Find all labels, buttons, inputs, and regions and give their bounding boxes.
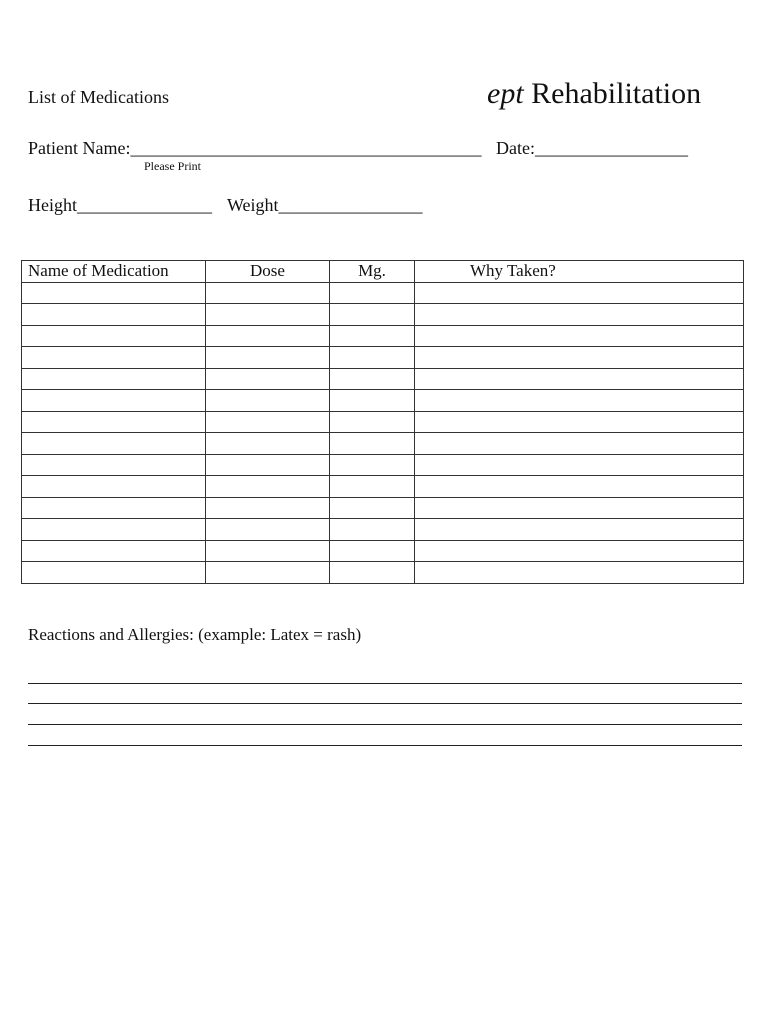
why-taken-cell[interactable] xyxy=(415,368,744,390)
dose-cell[interactable] xyxy=(206,540,330,562)
allergies-label: Reactions and Allergies: (example: Latex = rash) xyxy=(28,625,362,644)
why-taken-cell[interactable] xyxy=(415,282,744,304)
document-title: List of Medications xyxy=(28,87,169,107)
table-row xyxy=(22,519,744,541)
brand-italic-text: ept xyxy=(487,77,524,110)
dose-cell[interactable] xyxy=(206,282,330,304)
medication-cell[interactable] xyxy=(22,282,206,304)
brand-text: Rehabilitation xyxy=(523,77,702,110)
why-taken-cell[interactable] xyxy=(415,433,744,455)
table-row xyxy=(22,454,744,476)
mg-cell[interactable] xyxy=(330,476,415,498)
allergy-write-line[interactable] xyxy=(28,724,742,725)
medication-cell[interactable] xyxy=(22,497,206,519)
medication-cell[interactable] xyxy=(22,454,206,476)
why-taken-cell[interactable] xyxy=(415,347,744,369)
medication-cell[interactable] xyxy=(22,411,206,433)
table-row xyxy=(22,347,744,369)
dose-cell[interactable] xyxy=(206,497,330,519)
date-field[interactable]: Date:_________________ xyxy=(496,138,688,158)
mg-cell[interactable] xyxy=(330,390,415,412)
table-row xyxy=(22,476,744,498)
medication-cell[interactable] xyxy=(22,325,206,347)
medication-cell[interactable] xyxy=(22,519,206,541)
mg-cell[interactable] xyxy=(330,347,415,369)
dose-cell[interactable] xyxy=(206,562,330,584)
allergy-write-line[interactable] xyxy=(28,683,742,684)
allergy-write-line[interactable] xyxy=(28,703,742,704)
height-field[interactable]: Height_______________ xyxy=(28,195,212,215)
why-taken-cell[interactable] xyxy=(415,454,744,476)
brand-name xyxy=(487,77,701,111)
medication-cell[interactable] xyxy=(22,433,206,455)
medication-cell[interactable] xyxy=(22,368,206,390)
dose-cell[interactable] xyxy=(206,325,330,347)
dose-cell[interactable] xyxy=(206,368,330,390)
dose-cell[interactable] xyxy=(206,347,330,369)
mg-cell[interactable] xyxy=(330,433,415,455)
table-row xyxy=(22,540,744,562)
why-taken-cell[interactable] xyxy=(415,390,744,412)
medication-cell[interactable] xyxy=(22,304,206,326)
patient-name-field[interactable]: Patient Name:_______________________________________ xyxy=(28,138,482,158)
mg-cell[interactable] xyxy=(330,368,415,390)
mg-cell[interactable] xyxy=(330,454,415,476)
table-row xyxy=(22,411,744,433)
table-header-row xyxy=(22,261,744,283)
mg-cell[interactable] xyxy=(330,562,415,584)
why-taken-cell[interactable] xyxy=(415,304,744,326)
mg-cell[interactable] xyxy=(330,282,415,304)
medication-cell[interactable] xyxy=(22,476,206,498)
weight-field[interactable]: Weight________________ xyxy=(227,195,423,215)
allergy-write-line[interactable] xyxy=(28,745,742,746)
mg-cell[interactable] xyxy=(330,304,415,326)
table-row xyxy=(22,304,744,326)
table-row xyxy=(22,390,744,412)
dose-cell[interactable] xyxy=(206,411,330,433)
medication-table-body xyxy=(22,282,744,583)
mg-cell[interactable] xyxy=(330,519,415,541)
dose-cell[interactable] xyxy=(206,304,330,326)
why-taken-cell[interactable] xyxy=(415,519,744,541)
table-row xyxy=(22,562,744,584)
table-row xyxy=(22,433,744,455)
why-taken-cell[interactable] xyxy=(415,540,744,562)
why-taken-cell[interactable] xyxy=(415,325,744,347)
mg-cell[interactable] xyxy=(330,325,415,347)
dose-cell[interactable] xyxy=(206,433,330,455)
why-taken-cell[interactable] xyxy=(415,562,744,584)
why-taken-cell[interactable] xyxy=(415,497,744,519)
column-header-mg: Mg. xyxy=(330,261,415,283)
column-header-medication: Name of Medication xyxy=(22,261,206,283)
dose-cell[interactable] xyxy=(206,476,330,498)
medication-cell[interactable] xyxy=(22,562,206,584)
why-taken-cell[interactable] xyxy=(415,411,744,433)
please-print-note: Please Print xyxy=(144,159,201,173)
mg-cell[interactable] xyxy=(330,497,415,519)
medication-cell[interactable] xyxy=(22,540,206,562)
dose-cell[interactable] xyxy=(206,454,330,476)
table-row xyxy=(22,497,744,519)
medication-cell[interactable] xyxy=(22,390,206,412)
mg-cell[interactable] xyxy=(330,540,415,562)
medication-cell[interactable] xyxy=(22,347,206,369)
table-row xyxy=(22,282,744,304)
dose-cell[interactable] xyxy=(206,390,330,412)
why-taken-cell[interactable] xyxy=(415,476,744,498)
table-row xyxy=(22,325,744,347)
mg-cell[interactable] xyxy=(330,411,415,433)
table-row xyxy=(22,368,744,390)
column-header-dose: Dose xyxy=(206,261,330,283)
medication-table xyxy=(21,260,744,584)
dose-cell[interactable] xyxy=(206,519,330,541)
column-header-why-taken: Why Taken? xyxy=(415,261,744,283)
